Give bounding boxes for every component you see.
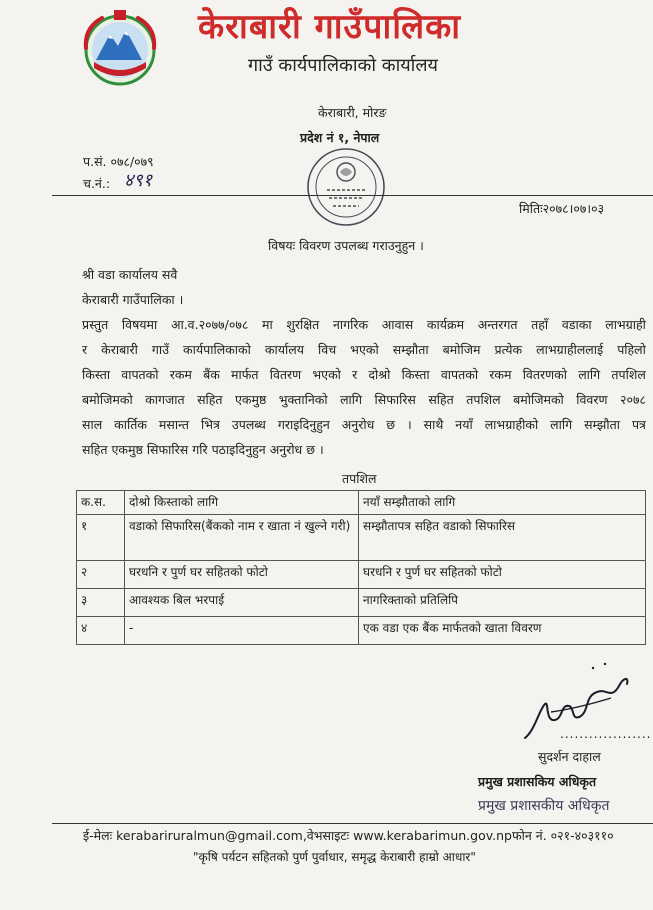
cell-new-agreement: नागरिक्ताको प्रतिलिपि <box>359 589 646 617</box>
body-word: । <box>319 442 324 457</box>
body-word: लागि <box>340 392 363 407</box>
body-word: प्रत्येक <box>494 342 523 357</box>
body-word: विच <box>318 342 337 357</box>
body-word: केराबारी <box>101 342 138 357</box>
body-word: अन्तरगत <box>477 317 518 332</box>
body-word: बमोजिमको <box>513 392 564 407</box>
table-header-row <box>77 491 646 515</box>
body-word: किस्ता <box>401 367 430 382</box>
body-word: वितरण <box>269 367 302 382</box>
signature-line: ................... <box>560 727 652 741</box>
signatory-name: सुदर्शन दाहाल <box>538 749 601 764</box>
signatory-title: प्रमुख प्रशासकिय अधिकृत <box>478 774 597 789</box>
cell-serial: १ <box>77 515 125 561</box>
letter-date: मितिः२०७८।०७।०३ <box>519 201 605 216</box>
dispatch-number-handwritten: ४९१ <box>124 170 153 191</box>
body-word: भएको <box>312 367 341 382</box>
footer-divider <box>52 823 653 824</box>
body-word: अनुरोध <box>269 442 303 457</box>
table-row <box>77 589 646 617</box>
body-word: लागि <box>578 367 601 382</box>
body-line <box>82 341 646 358</box>
body-word: प्रस्तुत <box>82 317 109 332</box>
table-row <box>77 561 646 589</box>
dispatch-number-label: च.नं.: <box>83 176 111 191</box>
body-word: नागरिक <box>332 317 369 332</box>
cell-serial: ३ <box>77 589 125 617</box>
body-word: तपशिल <box>611 367 646 382</box>
cell-serial: २ <box>77 561 125 589</box>
nepal-emblem-logo <box>80 8 160 88</box>
body-line <box>82 316 646 333</box>
body-word: दोश्रो <box>368 367 391 382</box>
cell-new-agreement: सम्झौतापत्र सहित वडाको सिफारिस <box>359 515 646 561</box>
body-line <box>82 441 646 458</box>
address-line-2: प्रदेश नं १, नेपाल <box>300 130 380 145</box>
body-line <box>82 416 646 433</box>
body-word: । <box>406 417 412 432</box>
body-word: लाभग्राहीललाई <box>536 342 604 357</box>
body-word: पहिलो <box>617 342 646 357</box>
body-word: लाभग्राहीको <box>484 417 539 432</box>
table-heading: तपशिल <box>342 471 377 486</box>
body-word: नयाँ <box>455 417 473 432</box>
footer-slogan: "कृषि पर्यटन सहितको पुर्ण पुर्वाधार, समृद्ध केराबारी हाम्रो आधार" <box>193 850 476 864</box>
footer-contact-info: ई-मेलः kerabariruralmun@gmail.com,वेभसाइटः www.kerabarimun.gov.npफोन नं. ०२१-४०३११० <box>83 828 614 843</box>
body-word: साल <box>82 417 103 432</box>
body-word: गरि <box>192 442 208 457</box>
body-word: रकम <box>169 367 192 382</box>
body-word: शुरक्षित <box>286 317 320 332</box>
body-word: पठाइदिनुहुन <box>211 442 266 457</box>
body-word: साथै <box>423 417 444 432</box>
body-word: पत्र <box>631 417 646 432</box>
body-word: मसान्त <box>158 417 190 432</box>
body-word: २०७८ <box>619 392 646 407</box>
address-line-1: केराबारी, मोरङ <box>318 105 387 120</box>
body-word: रकम <box>489 367 512 382</box>
cell-second-installment: वडाको सिफारिस(बैंकको नाम र खाता नं खुल्ने गरी) <box>125 515 359 561</box>
office-subtitle: गाउँ कार्यपालिकाको कार्यालय <box>248 55 438 76</box>
header-new-agreement: नयाँ सम्झौताको लागि <box>359 491 646 515</box>
body-word: कार्यक्रम <box>426 317 465 332</box>
body-word: कागजात <box>145 392 185 407</box>
body-word: आवास <box>381 317 414 332</box>
body-word: सम्झौता <box>584 417 620 432</box>
body-word: एकमुष्ठ <box>234 392 267 407</box>
body-word: भुक्तानिको <box>278 392 328 407</box>
body-word: किस्ता <box>82 367 111 382</box>
body-word: सहित <box>428 392 454 407</box>
cell-new-agreement: घरधनि र पुर्ण घर सहितको फोटो <box>359 561 646 589</box>
body-word: उपलब्ध <box>231 417 266 432</box>
body-word: तहाँ <box>531 317 549 332</box>
body-word: भित्र <box>200 417 220 432</box>
body-word: भएको <box>350 342 379 357</box>
body-word: बैंक <box>203 367 220 382</box>
body-word: लाभग्राही <box>605 317 646 332</box>
body-word: सहित <box>197 392 223 407</box>
office-seal-stamp <box>305 146 387 228</box>
body-word: वितरणको <box>522 367 567 382</box>
cell-new-agreement: एक वडा एक बैंक मार्फतको खाता विवरण <box>359 617 646 645</box>
recipient-line: केराबारी गाउँपालिका । <box>82 292 184 307</box>
body-word: वापतको <box>440 367 479 382</box>
details-table <box>76 490 646 645</box>
reference-number: प.सं. ०७८/०७९ <box>83 154 154 169</box>
office-title: केराबारी गाउँपालिका <box>198 7 462 47</box>
body-word: बमोजिमको <box>82 392 133 407</box>
recipient-line: श्री वडा कार्यालय सवै <box>82 267 178 282</box>
header-divider <box>52 195 653 196</box>
header-second-installment: दोश्रो किस्ताको लागि <box>125 491 359 515</box>
body-word: सिफारिस <box>146 442 189 457</box>
body-word: र <box>352 367 358 382</box>
body-word: गराइदिनुहुन <box>277 417 330 432</box>
body-word: लागि <box>550 417 573 432</box>
body-word: बमोजिम <box>442 342 481 357</box>
designation-stamp: प्रमुख प्रशासकीय अधिकृत <box>478 798 610 814</box>
table-row <box>77 515 646 561</box>
body-word: अनुरोध <box>341 417 375 432</box>
body-word: विषयमा <box>121 317 158 332</box>
body-word: कार्यपालिकाको <box>183 342 251 357</box>
letter-subject: विषयः विवरण उपलब्ध गराउनुहुन । <box>268 238 424 253</box>
cell-second-installment: - <box>125 617 359 645</box>
body-word: कार्तिक <box>114 417 147 432</box>
body-line <box>82 391 646 408</box>
cell-serial: ४ <box>77 617 125 645</box>
header-serial: क.स. <box>77 491 125 515</box>
cell-second-installment: घरधनि र पुर्ण घर सहितको फोटो <box>125 561 359 589</box>
body-word: छ <box>386 417 395 432</box>
body-word: मार्फत <box>231 367 259 382</box>
table-row <box>77 617 646 645</box>
body-word: सम्झौता <box>392 342 429 357</box>
body-line <box>82 366 646 383</box>
body-word: गाउँ <box>151 342 170 357</box>
body-word: वडाका <box>561 317 592 332</box>
body-word: विवरण <box>576 392 608 407</box>
body-word: सहित <box>82 442 108 457</box>
body-word: छ <box>306 442 316 457</box>
body-word: एकमुष्ठ <box>111 442 143 457</box>
body-word: सिफारिस <box>374 392 416 407</box>
body-word: तपशिल <box>466 392 501 407</box>
body-word: र <box>82 342 88 357</box>
body-word: वापतको <box>121 367 159 382</box>
body-word: कार्यालय <box>264 342 304 357</box>
cell-second-installment: आवश्यक बिल भरपाई <box>125 589 359 617</box>
body-word: मा <box>261 317 273 332</box>
body-word: आ.व.२०७७/०७८ <box>170 317 249 332</box>
